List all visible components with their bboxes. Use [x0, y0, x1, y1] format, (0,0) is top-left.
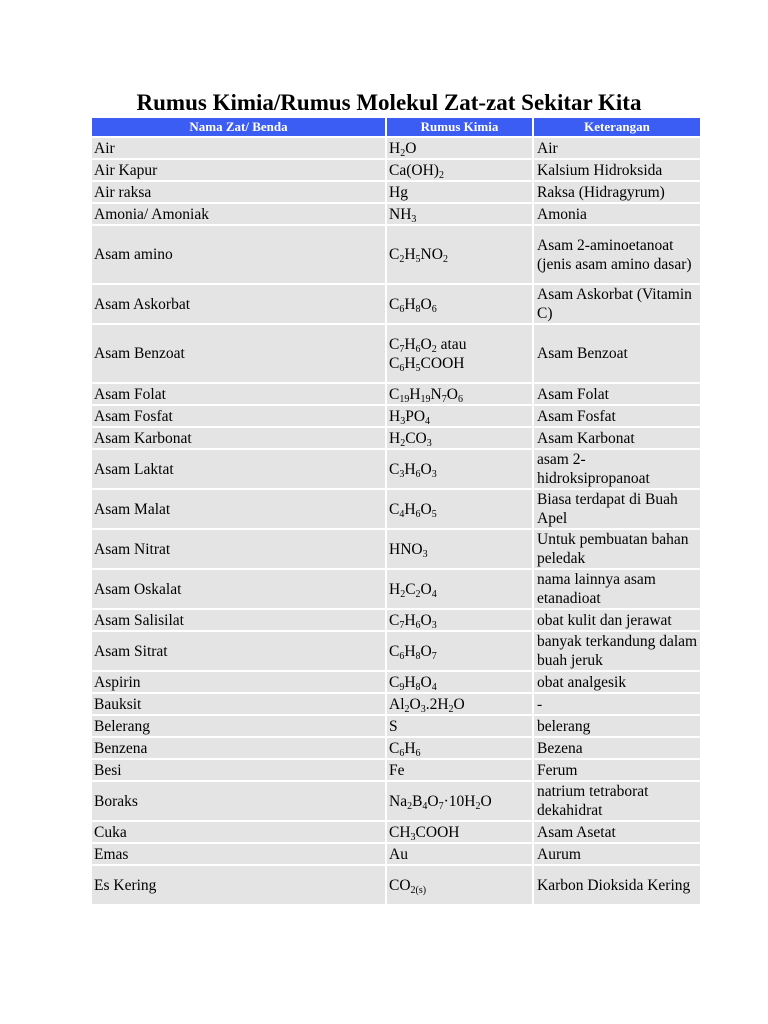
table-row — [92, 844, 700, 864]
table-row — [92, 866, 700, 904]
description: Biasa terdapat di Buah Apel — [534, 490, 700, 528]
substance-name: Air Kapur — [92, 160, 385, 180]
description: Asam Fosfat — [534, 406, 700, 426]
table-row — [92, 716, 700, 736]
description: Raksa (Hidragyrum) — [534, 182, 700, 202]
substance-name: Bauksit — [92, 694, 385, 714]
description: Asam Benzoat — [534, 325, 700, 382]
chemical-formula: $C_2H_5NO_2$ — [387, 226, 532, 283]
chemical-formula: $C_9H_8O_4$ — [387, 672, 532, 692]
table-row — [92, 325, 700, 382]
chemical-formula: $H_3PO_4$ — [387, 406, 532, 426]
chemical-formula: Au — [387, 844, 532, 864]
description: Asam Asetat — [534, 822, 700, 842]
substance-name: Asam Oskalat — [92, 570, 385, 608]
chemical-formula: $C_6H_8O_6$ — [387, 285, 532, 323]
header-formula: Rumus Kimia — [387, 118, 532, 136]
table-body — [92, 138, 700, 904]
chemical-formula: $HNO_3$ — [387, 530, 532, 568]
header-note: Keterangan — [534, 118, 700, 136]
substance-name: Asam amino — [92, 226, 385, 283]
table-row — [92, 822, 700, 842]
table-row — [92, 782, 700, 820]
chemical-formula: S — [387, 716, 532, 736]
table-row — [92, 204, 700, 224]
description: Asam Karbonat — [534, 428, 700, 448]
substance-name: Boraks — [92, 782, 385, 820]
substance-name: Asam Folat — [92, 384, 385, 404]
chemical-formula: $NH_3$ — [387, 204, 532, 224]
description: Kalsium Hidroksida — [534, 160, 700, 180]
description: obat kulit dan jerawat — [534, 610, 700, 630]
table-row — [92, 570, 700, 608]
table-row — [92, 694, 700, 714]
chemical-formula: $C_7H_6O_2$ atau $C_6H_5COOH$ — [387, 325, 532, 382]
table-row — [92, 610, 700, 630]
table-row — [92, 738, 700, 758]
chemical-formula: $Al_2O_3.2H_2O$ — [387, 694, 532, 714]
substance-name: Benzena — [92, 738, 385, 758]
table-row — [92, 182, 700, 202]
description: asam 2-hidroksipropanoat — [534, 450, 700, 488]
chemical-formula: $Ca(OH)_2$ — [387, 160, 532, 180]
description: Aurum — [534, 844, 700, 864]
table-row — [92, 632, 700, 670]
header-name: Nama Zat/ Benda — [92, 118, 385, 136]
table-row — [92, 450, 700, 488]
chemical-formula: $H_2C_2O_4$ — [387, 570, 532, 608]
substance-name: Asam Benzoat — [92, 325, 385, 382]
table-header-row — [92, 118, 700, 136]
description: Bezena — [534, 738, 700, 758]
description: belerang — [534, 716, 700, 736]
substance-name: Besi — [92, 760, 385, 780]
substance-name: Asam Salisilat — [92, 610, 385, 630]
table-row — [92, 530, 700, 568]
description: Amonia — [534, 204, 700, 224]
description: - — [534, 694, 700, 714]
table-row — [92, 428, 700, 448]
table-row — [92, 406, 700, 426]
description: Asam Askorbat (Vitamin C) — [534, 285, 700, 323]
substance-name: Amonia/ Amoniak — [92, 204, 385, 224]
table-row — [92, 138, 700, 158]
substance-name: Cuka — [92, 822, 385, 842]
chemical-formula: $C_3H_6O_3$ — [387, 450, 532, 488]
description: Air — [534, 138, 700, 158]
chemical-formula: $CO_{2(s)}$ — [387, 866, 532, 904]
substance-name: Air — [92, 138, 385, 158]
chemical-formula: Hg — [387, 182, 532, 202]
chemical-formula: $C_4H_6O_5$ — [387, 490, 532, 528]
table-row — [92, 672, 700, 692]
table-row — [92, 285, 700, 323]
description: obat analgesik — [534, 672, 700, 692]
page-title: Rumus Kimia/Rumus Molekul Zat-zat Sekitar Kita — [136, 90, 642, 115]
chemical-formula-table — [90, 116, 702, 906]
chemical-formula: $Na_2B_4O_7\cdot 10H_2O$ — [387, 782, 532, 820]
substance-name: Asam Fosfat — [92, 406, 385, 426]
substance-name: Asam Askorbat — [92, 285, 385, 323]
substance-name: Asam Laktat — [92, 450, 385, 488]
chemical-formula: $H_2O$ — [387, 138, 532, 158]
chemical-formula: $C_7H_6O_3$ — [387, 610, 532, 630]
substance-name: Asam Nitrat — [92, 530, 385, 568]
substance-name: Asam Karbonat — [92, 428, 385, 448]
substance-name: Es Kering — [92, 866, 385, 904]
description: banyak terkandung dalam buah jeruk — [534, 632, 700, 670]
table-row — [92, 160, 700, 180]
chemical-formula: $CH_3COOH$ — [387, 822, 532, 842]
table-row — [92, 490, 700, 528]
chemical-formula: $C_6H_8O_7$ — [387, 632, 532, 670]
description: Untuk pembuatan bahan peledak — [534, 530, 700, 568]
substance-name: Asam Malat — [92, 490, 385, 528]
description: Ferum — [534, 760, 700, 780]
description: natrium tetraborat dekahidrat — [534, 782, 700, 820]
table-row — [92, 226, 700, 283]
description: Asam Folat — [534, 384, 700, 404]
description: nama lainnya asam etanadioat — [534, 570, 700, 608]
chemical-formula: Fe — [387, 760, 532, 780]
description: Karbon Dioksida Kering — [534, 866, 700, 904]
chemical-formula: $C_{19}H_{19}N_7O_6$ — [387, 384, 532, 404]
substance-name: Belerang — [92, 716, 385, 736]
chemical-formula: $H_2CO_3$ — [387, 428, 532, 448]
substance-name: Aspirin — [92, 672, 385, 692]
table-row — [92, 384, 700, 404]
description: Asam 2-aminoetanoat (jenis asam amino dasar) — [534, 226, 700, 283]
substance-name: Air raksa — [92, 182, 385, 202]
substance-name: Emas — [92, 844, 385, 864]
substance-name: Asam Sitrat — [92, 632, 385, 670]
chemical-formula: $C_6H_6$ — [387, 738, 532, 758]
table-row — [92, 760, 700, 780]
